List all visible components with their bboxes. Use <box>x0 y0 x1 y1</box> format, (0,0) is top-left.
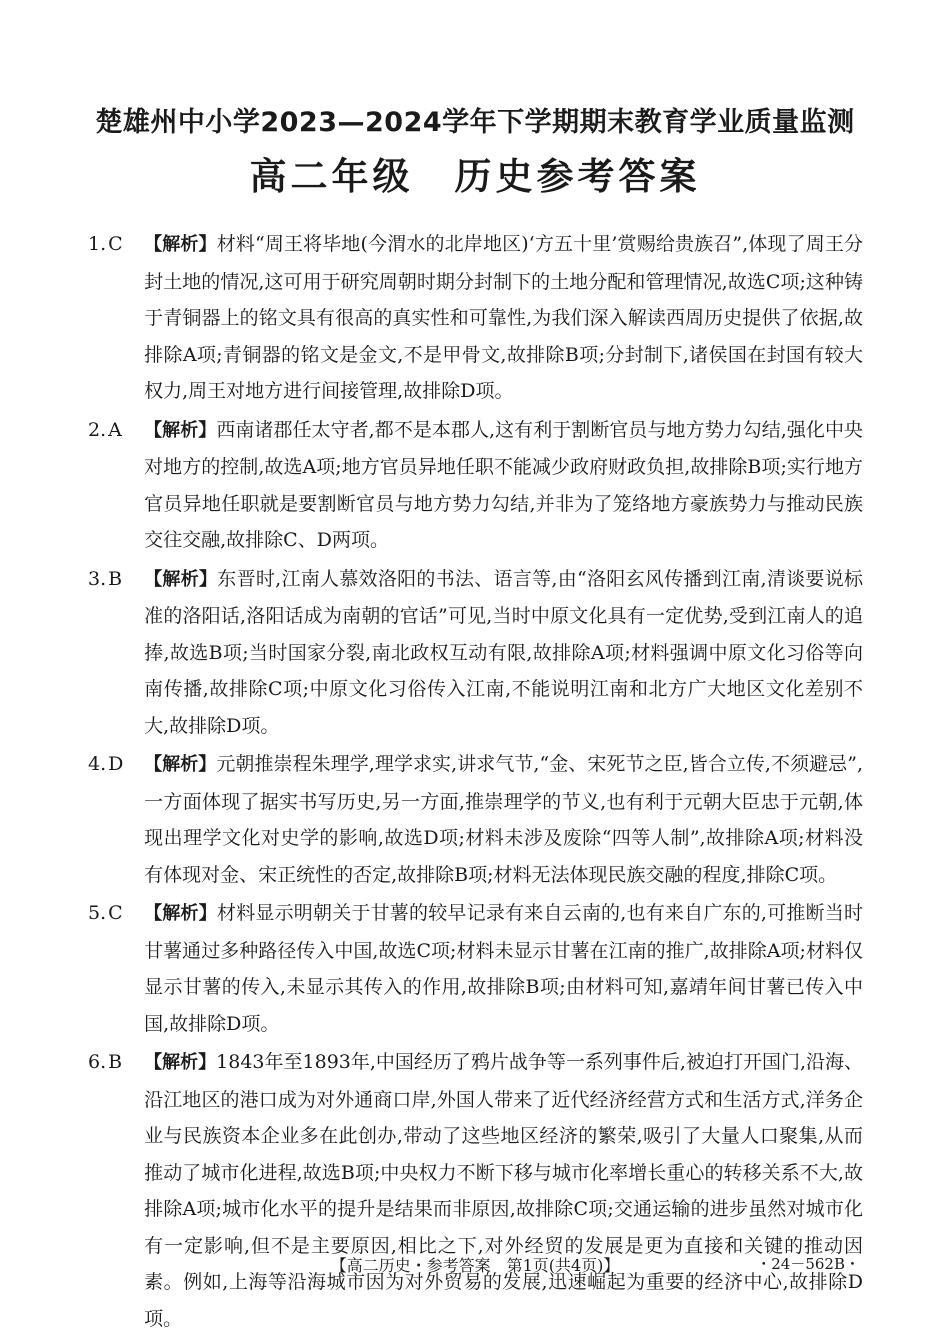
question-number: 3. <box>88 567 107 590</box>
question-number: 6. <box>88 1051 107 1073</box>
answer-explanation <box>144 226 863 410</box>
explanation-text: 材料显示明朝关于甘薯的较早记录有来自云南的,也有来自广东的,可推断当时甘薯通过多种路径传入中国,故选C项;材料未显示甘薯在江南的推广,故排除A项;材料仅显示甘薯的传入,未显示其传入的作用,故排除B项;由材料可知,嘉靖年间甘薯已传入中国,故排除D项。 <box>144 902 863 1035</box>
question-number: 1. <box>88 233 107 255</box>
answer-letter: D <box>108 753 124 775</box>
analysis-tag: 【解析】 <box>144 1052 217 1073</box>
analysis-tag: 【解析】 <box>144 419 217 441</box>
answer-letter: C <box>108 902 123 924</box>
exam-title: 楚雄州中小学2023—2024学年下学期期末教育学业质量监测 <box>95 107 855 138</box>
explanation-text: 1843年至1893年,中国经历了鸦片战争等一系列事件后,被迫打开国门,沿海、沿江地区的港口成为对外通商口岸,外国人带来了近代经济经营方式和生活方式,洋务企业与民族资本企业多在此创办,带动了这些地区经济的繁荣,吸引了大量人口聚集,从而推动了城市化进程,故选B项;中央权力不断下移与城市化率增长重心的转移关系不大,故排除A项;城市化水平的提升是结果而非原因,故排除C项;交通运输的进步虽然对城市化有一定影响,但不是主要原因,相比之下,对外经贸的发展是更为直接和关键的推动因素。例如,上海等沿海城市因为对外贸易的发展,迅速崛起为重要的经济中心,故排除D项。 <box>144 1051 864 1330</box>
page-title: 高二年级 历史参考答案 <box>249 155 701 198</box>
analysis-tag: 【解析】 <box>144 903 217 924</box>
answer-explanation <box>144 895 863 1042</box>
paper-code: ・24－562B・ <box>756 1255 860 1273</box>
question-number: 5. <box>88 902 107 924</box>
question-number: 2. <box>88 418 107 441</box>
explanation-text: 元朝推崇程朱理学,理学求实,讲求气节,“金、宋死节之臣,皆合立传,不须避忌”,一方面体现了据实书写历史,另一方面,推崇理学的节义,也有利于元朝大臣忠于元朝,体现出理学文化对史学的影响,故选D项;材料未涉及废除“四等人制”,故排除A项;材料没有体现对金、宋正统性的否定,故排除B项;材料无法体现民族交融的程度,排除C项。 <box>144 753 863 886</box>
explanation-text: 东晋时,江南人慕效洛阳的书法、语言等,由“洛阳玄风传播到江南,清谈要说标准的洛阳话,洛阳话成为南朝的官话”可见,当时中原文化具有一定优势,受到江南人的追捧,故选B项;当时国家分裂,南北政权互动有限,故排除A项;材料强调中原文化习俗等向南传播,故排除C项;中原文化习俗传入江南,不能说明江南和北方广大地区文化差别不大,故排除D项。 <box>144 567 864 737</box>
answer-explanation <box>144 561 863 745</box>
answer-item-1 <box>88 226 863 410</box>
explanation-text: 西南诸郡任太守者,都不是本郡人,这有利于割断官员与地方势力勾结,强化中央对地方的控制,故选A项;地方官员异地任职不能减少政府财政负担,故排除B项;实行地方官员异地任职就是要割断官员与地方势力勾结,并非为了笼络地方豪族势力与推动民族交往交融,故排除C、D两项。 <box>144 418 864 551</box>
answer-item-6 <box>88 1044 863 1337</box>
answer-item-2 <box>88 412 863 559</box>
question-number: 4. <box>88 753 107 775</box>
answer-letter: C <box>108 233 123 255</box>
answer-explanation <box>144 412 863 559</box>
analysis-tag: 【解析】 <box>144 234 217 255</box>
answer-letter: B <box>108 1051 123 1073</box>
analysis-tag: 【解析】 <box>144 754 217 775</box>
page-footer: 【高二历史・参考答案 第1页(共4页)】 <box>330 1256 620 1275</box>
answer-item-4 <box>88 746 863 893</box>
answer-item-5 <box>88 895 863 1042</box>
explanation-text: 材料“周王将毕地(今渭水的北岸地区)‘方五十里’赏赐给贵族召”,体现了周王分封土地的情况,这可用于研究周朝时期分封制下的土地分配和管理情况,故选C项;这种铸于青铜器上的铭文具有很高的真实性和可靠性,为我们深入解读西周历史提供了依据,故排除A项;青铜器的铭文是金文,不是甲骨文,故排除B项;分封制下,诸侯国在封国有较大权力,周王对地方进行间接管理,故排除D项。 <box>144 233 863 402</box>
answer-letter: A <box>108 418 122 441</box>
answer-letter: B <box>108 567 123 590</box>
answer-explanation <box>144 746 863 893</box>
analysis-tag: 【解析】 <box>144 568 218 590</box>
answer-item-3 <box>88 561 863 745</box>
answer-list <box>88 226 863 1339</box>
answer-explanation <box>144 1044 863 1337</box>
